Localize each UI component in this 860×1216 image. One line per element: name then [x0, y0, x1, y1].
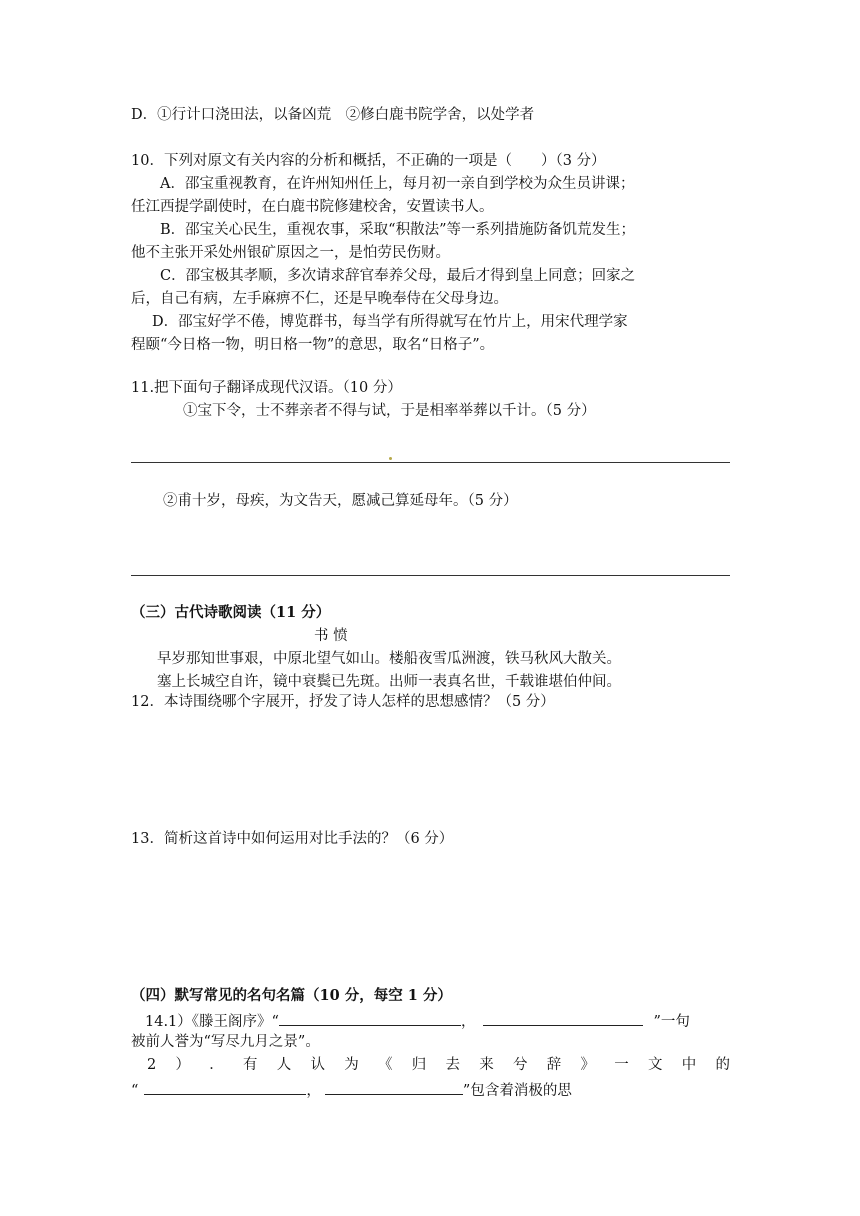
q13-stem: 13．简析这首诗中如何运用对比手法的？（6 分）: [131, 831, 454, 847]
q10-option-c-line1: C．邵宝极其孝顺，多次请求辞官奉养父母，最后才得到皇上同意；回家之: [160, 268, 636, 284]
q14-2-char: 一: [614, 1057, 629, 1073]
answer-line-1[interactable]: [131, 462, 730, 463]
speck-mark: [389, 457, 392, 460]
q14-2-char: 有: [242, 1057, 258, 1073]
q14-2-blank-2[interactable]: [325, 1078, 463, 1095]
q14-1-line: [145, 1009, 690, 1032]
q14-2-char: 辞: [546, 1057, 562, 1073]
q14-2-char: 归: [411, 1057, 427, 1073]
q14-2-char: 兮: [512, 1057, 528, 1073]
q14-1-blank-1[interactable]: [279, 1009, 461, 1026]
q14-2-suffix: ”包含着消极的思: [462, 1083, 572, 1099]
q14-2-char: 2: [147, 1057, 157, 1073]
section4-heading: （四）默写常见的名句名篇（10 分，每空 1 分）: [131, 987, 452, 1004]
q10-option-a-line1: A．邵宝重视教育，在许州知州任上，每月初一亲自到学校为众生员讲课；: [160, 176, 635, 192]
q14-2-char: 认: [310, 1057, 325, 1073]
q14-1-line2: 被前人誉为“写尽九月之景”。: [131, 1034, 320, 1050]
q14-2-blank-1[interactable]: [144, 1078, 306, 1095]
q14-2-char: 文: [647, 1057, 663, 1073]
poem-title: 书 愤: [314, 628, 348, 644]
q14-1-blank-2[interactable]: [483, 1009, 643, 1026]
q10-option-a-line2: 任江西提学副使时，在白鹿书院修建校舍，安置读书人。: [131, 199, 494, 215]
q12-stem: 12．本诗围绕哪个字展开，抒发了诗人怎样的思想感情？（5 分）: [131, 694, 555, 710]
q14-2-char: 中: [681, 1057, 697, 1073]
q10-option-b-line1: B．邵宝关心民生，重视农事，采取“积散法”等一系列措施防备饥荒发生；: [160, 222, 635, 238]
q9-option-d: D．①行计口浇田法，以备凶荒 ②修白鹿书院学舍，以处学者: [131, 107, 535, 123]
q10-option-c-line2: 后，自己有病，左手麻痹不仁，还是早晚奉侍在父母身边。: [131, 291, 508, 307]
q14-1-comma: ，: [460, 1014, 476, 1030]
q10-stem: 10．下列对原文有关内容的分析和概括，不正确的一项是（ ）（3 分）: [131, 153, 606, 169]
q11-stem: 11.把下面句子翻译成现代汉语。（10 分）: [131, 380, 402, 396]
q10-option-d-line2: 程颐“今日格一物，明日格一物”的意思，取名“日格子”。: [131, 337, 495, 353]
q14-2-char: 《: [377, 1057, 393, 1073]
q14-2-char: 来: [479, 1057, 494, 1073]
q14-2-comma: ，: [306, 1083, 321, 1099]
q14-2-char: ）: [175, 1057, 190, 1073]
q10-option-d-line1: D．邵宝好学不倦，博览群书，每当学有所得就写在竹片上，用宋代理学家: [152, 314, 628, 330]
q14-2-char: ．: [209, 1057, 224, 1073]
q14-2-char: 去: [445, 1057, 460, 1073]
q14-1-suffix: ”一句: [653, 1014, 690, 1030]
q11-sentence-1: ①宝下令，士不葬亲者不得与试，于是相率举葬以千计。（5 分）: [183, 403, 596, 419]
q14-2-line2: [131, 1078, 572, 1101]
poem-line-1: 早岁那知世事艰，中原北望气如山。楼船夜雪瓜洲渡，铁马秋风大散关。: [157, 651, 621, 667]
answer-line-2[interactable]: [131, 575, 730, 576]
q14-2-open-quote: “: [131, 1083, 139, 1099]
q14-2-char: 的: [715, 1057, 730, 1073]
section3-heading: （三）古代诗歌阅读（11 分）: [131, 604, 331, 621]
q14-2-char: 》: [580, 1057, 595, 1073]
q14-1-prefix: 14.1）《滕王阁序》“: [145, 1014, 279, 1030]
q14-2-line: [147, 1055, 730, 1075]
q10-option-b-line2: 他不主张开采处州银矿原因之一，是怕劳民伤财。: [131, 245, 450, 261]
q14-2-char: 人: [276, 1057, 292, 1073]
q14-2-char: 为: [344, 1057, 359, 1073]
poem-line-2: 塞上长城空自许，镜中衰鬓已先斑。出师一表真名世，千载谁堪伯仲间。: [157, 674, 621, 690]
q11-sentence-2: ②甫十岁，母疾，为文告天，愿减己算延母年。（5 分）: [163, 493, 518, 509]
